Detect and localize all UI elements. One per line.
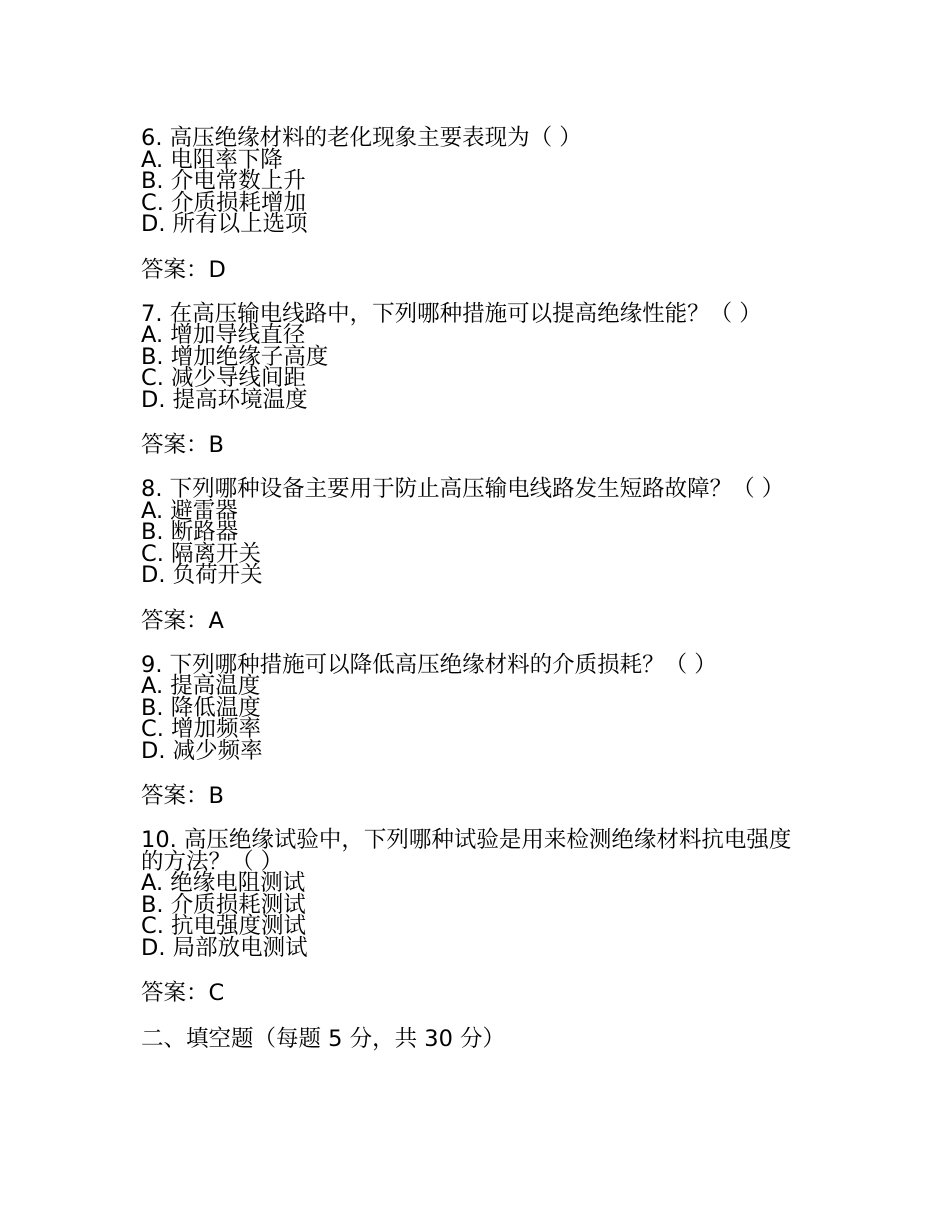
question-title: 8. 下列哪种设备主要用于防止高压输电线路发生短路故障？（ ） bbox=[141, 476, 785, 502]
answer-text: 答案：A bbox=[141, 607, 224, 634]
option-b: B. 介电常数上升 bbox=[141, 168, 306, 194]
question-10 bbox=[141, 827, 821, 1006]
option-c: C. 减少导线间距 bbox=[141, 365, 307, 391]
option-d: D. 局部放电测试 bbox=[141, 934, 308, 961]
option-b: B. 增加绝缘子高度 bbox=[141, 343, 329, 370]
option-c: C. 隔离开关 bbox=[141, 540, 262, 567]
option-a: A. 电阻率下降 bbox=[141, 146, 283, 173]
answer-text: 答案：B bbox=[141, 783, 224, 809]
option-b: B. 降低温度 bbox=[141, 694, 261, 721]
option-a: A. 避雷器 bbox=[141, 497, 238, 524]
question-9 bbox=[141, 651, 821, 809]
question-title: 10. 高压绝缘试验中，下列哪种试验是用来检测绝缘材料抗电强度的方法？（ ） bbox=[141, 827, 792, 875]
option-d: D. 负荷开关 bbox=[141, 562, 263, 588]
question-title: 7. 在高压输电线路中，下列哪种措施可以提高绝缘性能？（ ） bbox=[141, 300, 762, 327]
answer-text: 答案：D bbox=[141, 256, 226, 283]
option-c: C. 增加频率 bbox=[141, 716, 262, 742]
option-d: D. 减少频率 bbox=[141, 737, 263, 764]
option-c: C. 抗电强度测试 bbox=[141, 913, 307, 939]
section-heading: 二、填空题（每题 5 分，共 30 分） bbox=[141, 1026, 506, 1052]
question-6 bbox=[141, 125, 821, 283]
option-c: C. 介质损耗增加 bbox=[141, 189, 307, 216]
answer-text: 答案：B bbox=[141, 432, 224, 458]
question-title: 6. 高压绝缘材料的老化现象主要表现为（ ） bbox=[141, 125, 582, 151]
option-b: B. 介质损耗测试 bbox=[141, 891, 306, 918]
option-d: D. 提高环境温度 bbox=[141, 386, 308, 413]
question-title: 9. 下列哪种措施可以降低高压绝缘材料的介质损耗？（ ） bbox=[141, 651, 717, 678]
option-d: D. 所有以上选项 bbox=[141, 211, 308, 237]
option-a: A. 增加导线直径 bbox=[141, 322, 306, 348]
option-b: B. 断路器 bbox=[141, 519, 239, 545]
option-a: A. 提高温度 bbox=[141, 673, 261, 699]
option-a: A. 绝缘电阻测试 bbox=[141, 870, 306, 896]
question-7 bbox=[141, 300, 821, 458]
document-content bbox=[141, 125, 821, 1052]
answer-text: 答案：C bbox=[141, 980, 225, 1006]
question-8 bbox=[141, 476, 821, 634]
